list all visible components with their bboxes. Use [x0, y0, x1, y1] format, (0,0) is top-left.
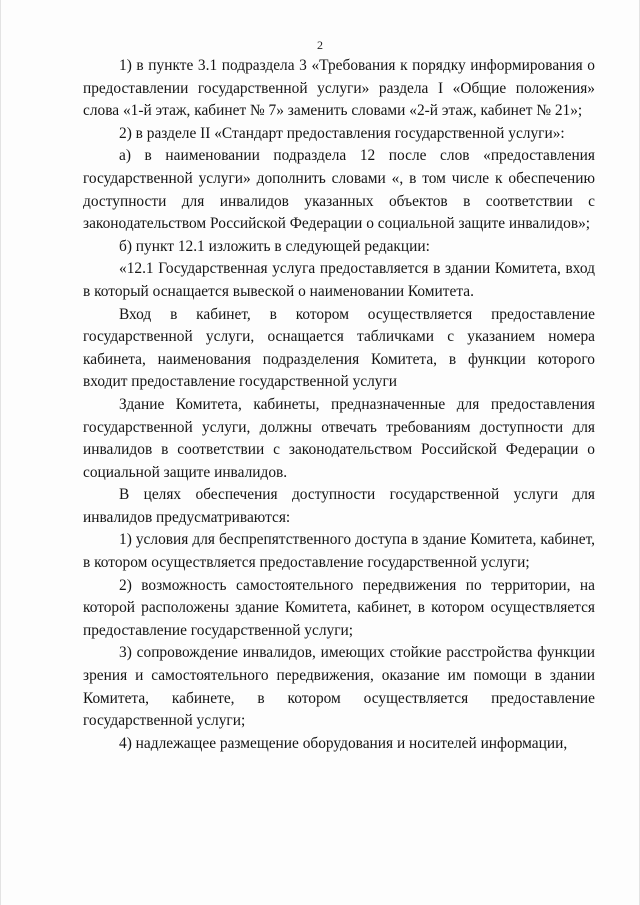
page-number: 2	[317, 38, 323, 52]
paragraph-building-accessibility: Здание Комитета, кабинеты, предназначенные для предоставления государственной услуги, должны отвечать требованиям доступности для инвалидов в соответствии с законодательством Российской Федерации о социальной защите инвалидов.	[83, 395, 595, 481]
paragraph-accessibility-provisions: В целях обеспечения доступности государственной услуги для инвалидов предусматриваются:	[83, 486, 595, 526]
paragraph-provision-1: 1) условия для беспрепятственного доступа в здание Комитета, кабинет, в котором осуществляется предоставление государственной услуги;	[83, 531, 595, 572]
paragraph-provision-3: 3) сопровождение инвалидов, имеющих стойкие расстройства функции зрения и самостоятельного передвижения, оказание им помощи в здании Комитета, кабинете, в котором осуществляется предоставление государственной услуги;	[83, 644, 595, 730]
paragraph-clause-12-1: «12.1 Государственная услуга предоставляется в здании Комитета, вход в который оснащается вывеской о наименовании Комитета.	[83, 260, 595, 300]
paragraph-subitem-b: б) пункт 12.1 изложить в следующей редакции:	[119, 237, 430, 255]
paragraph-provision-2: 2) возможность самостоятельного передвижения по территории, на которой расположены здание Комитета, кабинет, в котором осуществляется предоставление государственной услуги;	[83, 576, 595, 639]
paragraph-subitem-a: а) в наименовании подраздела 12 после слов «предоставления государственной услуги» дополнить словами «, в том числе к обеспечению доступности для инвалидов указанных объектов в соответствии с законодательством Российской Федерации о социальной защите инвалидов»;	[83, 147, 595, 233]
paragraph-provision-4: 4) надлежащее размещение оборудования и носителей информации,	[119, 734, 568, 752]
document-body	[83, 55, 595, 755]
paragraph-office-entrance: Вход в кабинет, в котором осуществляется предоставление государственной услуги, оснащается табличками с указанием номера кабинета, наименования подразделения Комитета, в функции которого входит предоставление государственной услуги	[83, 305, 595, 391]
paragraph-item-2-section-ii: 2) в разделе II «Стандарт предоставления государственной услуги»:	[119, 124, 565, 142]
paragraph-item-1-amendment-3-1: 1) в пункте 3.1 подраздела 3 «Требования к порядку информирования о предоставлении государственной услуги» раздела I «Общие положения» слова «1-й этаж, кабинет № 7» заменить словами «2-й этаж, кабинет № 21»;	[83, 57, 595, 120]
